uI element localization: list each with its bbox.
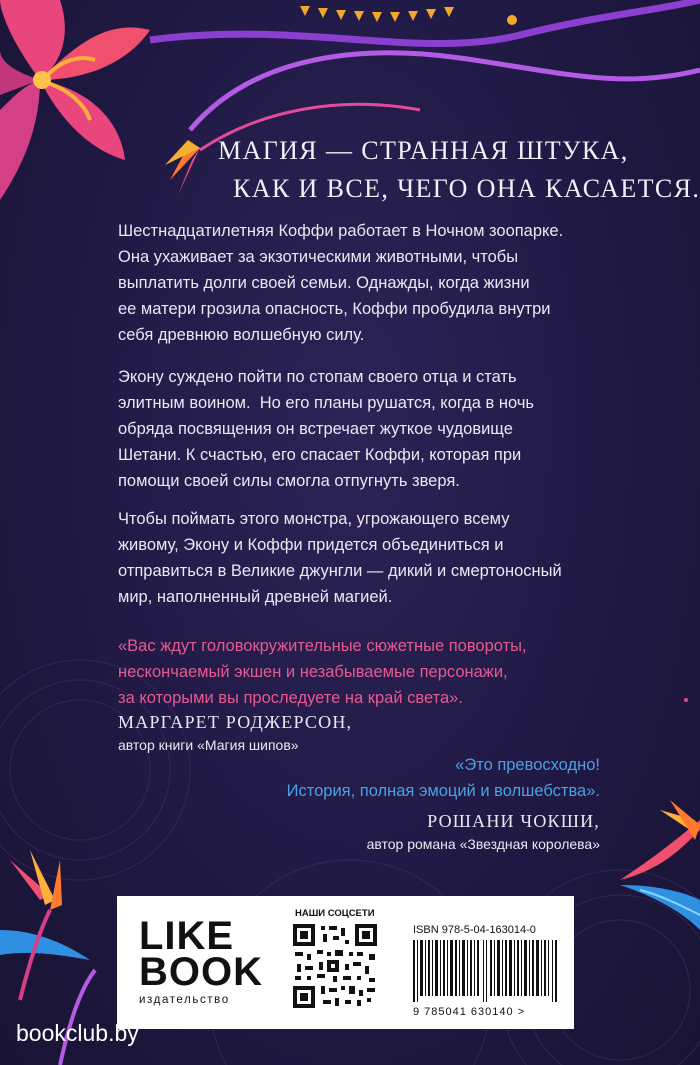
isbn-text: ISBN 978-5-04-163014-0: [413, 924, 536, 936]
publisher-panel: [117, 896, 574, 1029]
description-paragraph: [118, 506, 638, 610]
quote-author: МАРГАРЕТ РОДЖЕРСОН,: [118, 712, 353, 732]
text-line: ее матери грозила опасность, Коффи пробудила внутри: [118, 300, 551, 318]
text-line: элитным воином. Но его планы рушатся, когда в ночь: [118, 394, 535, 412]
review-quote: [287, 752, 600, 804]
logo-text-bottom: BOOK: [139, 950, 263, 994]
barcode-arrow: >: [517, 1006, 526, 1018]
quote-line: нескончаемый экшен и незабываемые персонажи,: [118, 663, 508, 681]
quote-author: РОШАНИ ЧОКШИ,: [427, 811, 600, 831]
text-line: помощи своей силы смогла отпугнуть зверя.: [118, 472, 460, 490]
social-label: НАШИ СОЦСЕТИ: [295, 908, 375, 919]
quote-line: «Вас ждут головокружительные сюжетные повороты,: [118, 637, 527, 655]
barcode-number: [413, 1006, 525, 1018]
logo-text-top: LIKE: [139, 914, 235, 958]
barcode-icon: [413, 940, 559, 1002]
qr-code-icon[interactable]: [293, 924, 377, 1008]
quote-line: «Это превосходно!: [455, 756, 600, 774]
publisher-logo: [139, 914, 274, 1006]
quote-line: за которыми вы проследуете на край света».: [118, 689, 463, 707]
text-line: Шестнадцатилетняя Коффи работает в Ночном зоопарке.: [118, 222, 564, 240]
barcode-digits: 9 785041 630140: [413, 1006, 514, 1018]
logo-subtitle: издательство: [139, 994, 230, 1006]
description-paragraph: [118, 364, 638, 494]
quote-author-note: автор книги «Магия шипов»: [118, 737, 299, 753]
text-line: Она ухаживает за экзотическими животными, чтобы: [118, 248, 519, 266]
text-line: живому, Экону и Коффи придется объединиться и: [118, 536, 504, 554]
text-line: Шетани. К счастью, его спасает Коффи, которая при: [118, 446, 522, 464]
review-quote: [118, 633, 527, 711]
text-line: Чтобы поймать этого монстра, угрожающего всему: [118, 510, 510, 528]
watermark-text: bookclub.by: [16, 1020, 139, 1046]
text-line: себя древнюю волшебную силу.: [118, 326, 365, 344]
text-line: мир, наполненный древней магией.: [118, 588, 393, 606]
heading-line: МАГИЯ — СТРАННАЯ ШТУКА,: [218, 136, 629, 165]
text-line: обряда посвящения он встречает жуткое чудовище: [118, 420, 513, 438]
text-line: Экону суждено пойти по стопам своего отца и стать: [118, 368, 517, 386]
text-line: отправиться в Великие джунгли — дикий и смертоносный: [118, 562, 562, 580]
description-paragraph: [118, 218, 638, 348]
cover-heading: [218, 132, 700, 208]
quote-author-note: автор романа «Звездная королева»: [366, 836, 600, 852]
quote-line: История, полная эмоций и волшебства».: [286, 782, 600, 800]
text-line: выплатить долги своей семьи. Однажды, когда жизни: [118, 274, 530, 292]
heading-line: КАК И ВСЕ, ЧЕГО ОНА КАСАЕТСЯ.: [233, 174, 700, 203]
